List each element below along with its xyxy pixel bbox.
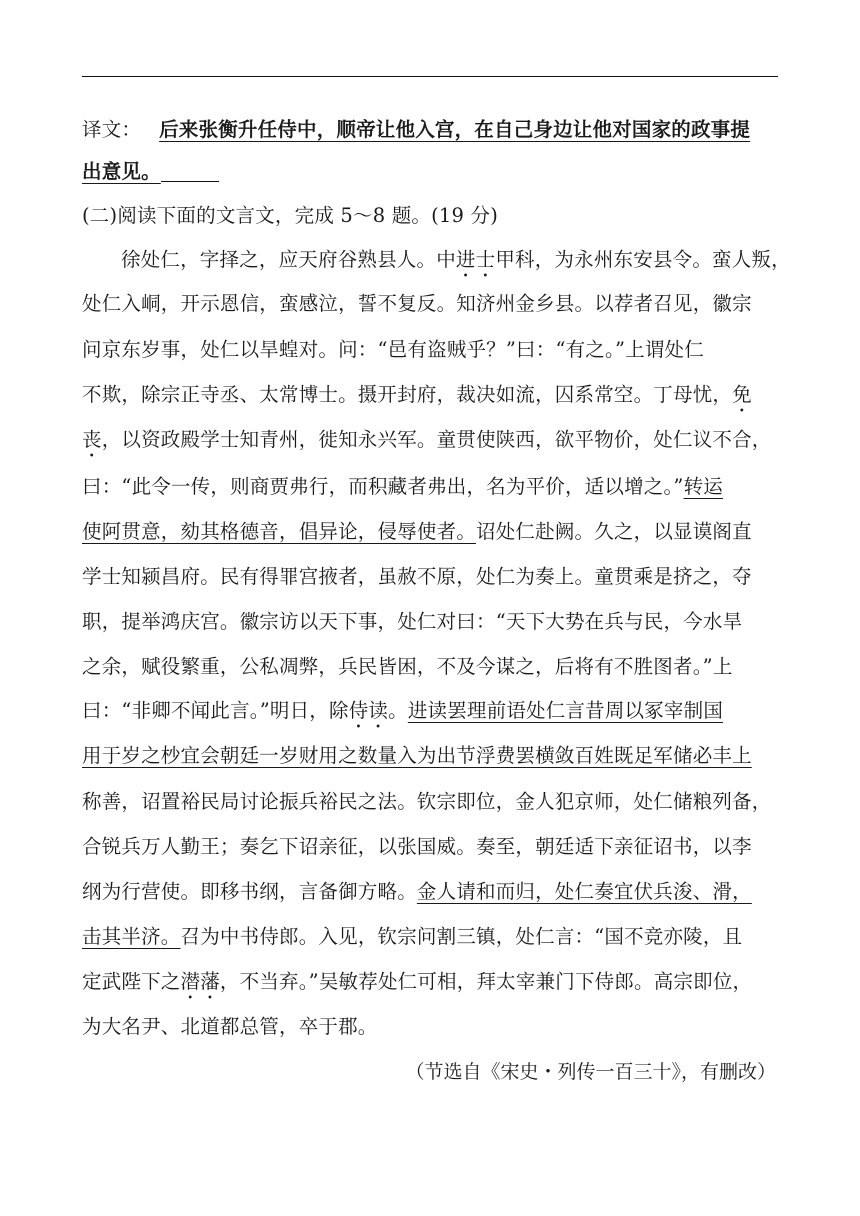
keyword-mian: 免 — [732, 383, 752, 406]
keyword-shidu: 侍读 — [348, 699, 389, 722]
passage-line: 之余，赋役繁重，公私凋弊，兵民皆困，不及今谋之，后将有不胜图者。”上 — [82, 655, 733, 678]
keyword-qianfan: 潜藩 — [180, 970, 220, 993]
passage-line: 纲为行营使。即移书纲，言备御方略。金人请和而归，处仁奏宜伏兵浚、滑， — [82, 880, 752, 903]
passage-line: 曰：“非卿不闻此言。”明日，除侍读。进读罢理前语处仁言昔周以冢宰制国 — [82, 699, 724, 722]
passage-line: 学士知颍昌府。民有得罪宫掖者，虽赦不原，处仁为奏上。童贯乘是挤之，夺 — [82, 565, 752, 588]
translation-label: 译文： — [82, 118, 142, 141]
keyword-sang: 丧 — [82, 428, 102, 451]
top-rule — [82, 76, 778, 77]
passage-line: 为大名尹、北道都总管，卒于郡。 — [82, 1015, 378, 1038]
punctuation-sentence: 进读罢理前语处仁言昔周以冢宰制国 — [407, 699, 724, 722]
passage-line: 合锐兵万人勤王；奏乞下诏亲征，以张国威。奏至，朝廷适下亲征诏书，以李 — [82, 835, 752, 858]
translation-line-2 — [82, 158, 782, 186]
passage-line: 徐处仁，字择之，应天府谷熟县人。中进士甲科，为永州东安县令。蛮人叛， — [121, 248, 791, 271]
passage-line: 击其半济。召为中书侍郎。入见，钦宗问割三镇，处仁言：“国不竞亦陵，且 — [82, 925, 743, 948]
underlined-sentence-2: 击其半济。 — [82, 925, 181, 948]
translation-answer-2: 出意见。 — [82, 160, 161, 183]
underlined-sentence-1: 转运 — [683, 475, 723, 498]
passage-line: 问京东岁事，处仁以旱蝗对。问：“邑有盗贼乎？”曰：“有之。”上谓处仁 — [82, 338, 704, 361]
passage-line — [82, 742, 782, 770]
keyword-jinshi: 进士 — [455, 248, 496, 271]
passage-line: 丧，以资政殿学士知青州，徙知永兴军。童贯使陕西，欲平物价，处仁议不合， — [82, 428, 772, 451]
passage-line: 曰：“此令一传，则商贾弗行，而积藏者弗出，名为平价，适以增之。”转运 — [82, 475, 723, 498]
source-citation: （节选自《宋史・列传一百三十》，有删改） — [405, 1061, 776, 1083]
passage-line: 处仁入峒，开示恩信，蛮感泣，誓不复反。知济州金乡县。以荐者召见，徽宗 — [82, 292, 752, 315]
translation-line-1 — [82, 116, 782, 144]
passage-line: 不欺，除宗正寺丞、太常博士。摄开封府，裁决如流，囚系常空。丁母忧，免 — [82, 383, 752, 406]
passage-line: 职，提举鸿庆宫。徽宗访以天下事，处仁对曰：“天下大势在兵与民，今水旱 — [82, 610, 743, 633]
section-heading: (二)阅读下面的文言文，完成 5～8 题。(19 分) — [82, 204, 499, 227]
passage-line: 定武陛下之潜藩，不当弃。”吴敏荐处仁可相，拜太宰兼门下侍郎。高宗即位， — [82, 970, 753, 993]
answer-blank — [161, 161, 219, 182]
translation-answer-1: 后来张衡升任侍中，顺帝让他入宫，在自己身边让他对国家的政事提 — [159, 118, 751, 141]
passage-line: 称善，诏置裕民局讨论振兵裕民之法。钦宗即位，金人犯京师，处仁储粮列备， — [82, 790, 772, 813]
passage-line: 使阿贯意，劾其格德音，倡异论，侵辱使者。诏处仁赴阙。久之，以显谟阁直 — [82, 520, 752, 543]
punctuation-sentence: 用于岁之杪宜会朝廷一岁财用之数量入为出节浮费罢横敛百姓既足军储必丰上 — [82, 744, 752, 767]
underlined-sentence-2: 金人请和而归，处仁奏宜伏兵浚、滑， — [416, 880, 752, 903]
underlined-sentence-1: 使阿贯意，劾其格德音，倡异论，侵辱使者。 — [82, 520, 477, 543]
